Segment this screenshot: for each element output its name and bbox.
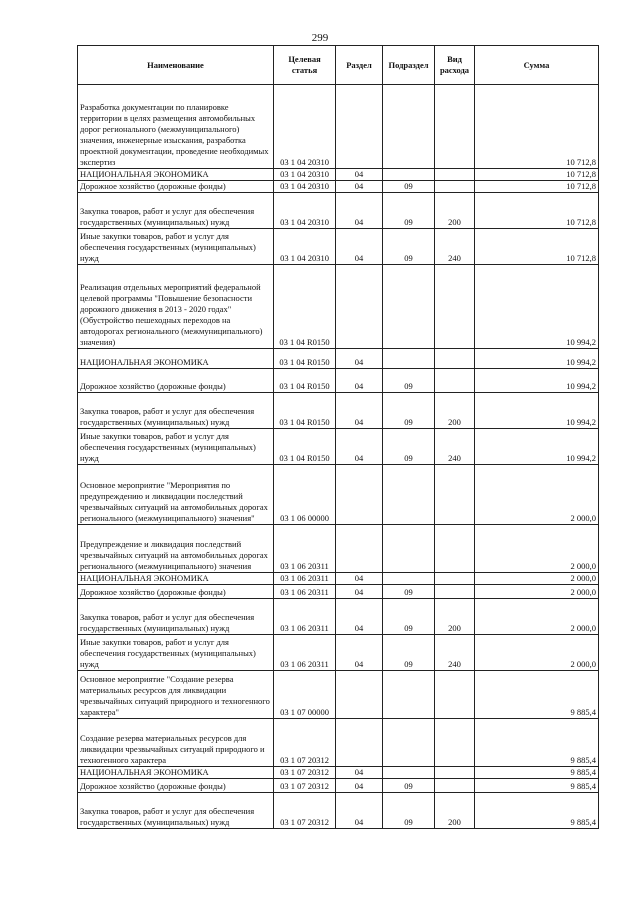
cell-expense-type [435, 85, 475, 169]
cell-section: 04 [336, 229, 383, 265]
cell-sum: 2 000,0 [475, 573, 599, 585]
cell-expense-type [435, 169, 475, 181]
cell-target-article: 03 1 04 R0150 [274, 429, 336, 465]
cell-sum: 2 000,0 [475, 635, 599, 671]
cell-subsection: 09 [383, 193, 435, 229]
table-row [78, 599, 599, 635]
cell-sum: 9 885,4 [475, 779, 599, 793]
cell-section [336, 525, 383, 573]
cell-name: Закупка товаров, работ и услуг для обеспечения государственных (муниципальных) нужд [78, 793, 274, 829]
cell-name: Разработка документации по планировке территории в целях размещения автомобильных дорог регионального (межмуниципального) значения, инженерные изыскания, разработка проектной документации, проведение необходимых экспертиз [78, 85, 274, 169]
cell-sum: 9 885,4 [475, 793, 599, 829]
cell-target-article: 03 1 07 20312 [274, 793, 336, 829]
cell-section: 04 [336, 599, 383, 635]
cell-section [336, 719, 383, 767]
cell-subsection: 09 [383, 793, 435, 829]
cell-subsection: 09 [383, 393, 435, 429]
cell-target-article: 03 1 04 20310 [274, 85, 336, 169]
table-row [78, 429, 599, 465]
cell-subsection [383, 169, 435, 181]
cell-target-article: 03 1 07 20312 [274, 719, 336, 767]
cell-subsection [383, 767, 435, 779]
cell-name: НАЦИОНАЛЬНАЯ ЭКОНОМИКА [78, 573, 274, 585]
cell-target-article: 03 1 04 R0150 [274, 265, 336, 349]
cell-expense-type: 200 [435, 793, 475, 829]
cell-section: 04 [336, 779, 383, 793]
page-number: 299 [311, 32, 329, 44]
cell-name: Дорожное хозяйство (дорожные фонды) [78, 585, 274, 599]
cell-target-article: 03 1 04 20310 [274, 181, 336, 193]
cell-target-article: 03 1 04 R0150 [274, 349, 336, 369]
cell-sum: 9 885,4 [475, 671, 599, 719]
cell-expense-type: 200 [435, 193, 475, 229]
table-row [78, 181, 599, 193]
cell-subsection: 09 [383, 229, 435, 265]
cell-expense-type: 200 [435, 393, 475, 429]
cell-target-article: 03 1 04 R0150 [274, 393, 336, 429]
cell-name: Дорожное хозяйство (дорожные фонды) [78, 369, 274, 393]
header-name: Наименование [78, 46, 274, 85]
cell-expense-type [435, 585, 475, 599]
header-expense-type: Вид расхода [435, 46, 475, 85]
cell-name: НАЦИОНАЛЬНАЯ ЭКОНОМИКА [78, 349, 274, 369]
table-row [78, 229, 599, 265]
cell-sum: 10 994,2 [475, 265, 599, 349]
cell-section: 04 [336, 573, 383, 585]
cell-name: Иные закупки товаров, работ и услуг для обеспечения государственных (муниципальных) нужд [78, 229, 274, 265]
cell-subsection: 09 [383, 585, 435, 599]
cell-name: НАЦИОНАЛЬНАЯ ЭКОНОМИКА [78, 169, 274, 181]
cell-section: 04 [336, 169, 383, 181]
cell-section: 04 [336, 181, 383, 193]
cell-target-article: 03 1 06 20311 [274, 573, 336, 585]
cell-expense-type [435, 767, 475, 779]
cell-target-article: 03 1 06 00000 [274, 465, 336, 525]
cell-expense-type [435, 573, 475, 585]
cell-name: Дорожное хозяйство (дорожные фонды) [78, 181, 274, 193]
cell-name: Создание резерва материальных ресурсов для ликвидации чрезвычайных ситуаций природного и техногенного характера [78, 719, 274, 767]
table-row [78, 793, 599, 829]
table-row [78, 779, 599, 793]
cell-subsection [383, 465, 435, 525]
table-row [78, 85, 599, 169]
table-row [78, 465, 599, 525]
header-target-article: Целевая статья [274, 46, 336, 85]
header-section: Раздел [336, 46, 383, 85]
cell-subsection [383, 671, 435, 719]
cell-subsection [383, 349, 435, 369]
cell-name: Основное мероприятие "Создание резерва материальных ресурсов для ликвидации чрезвычайных ситуаций природного и техногенного характера" [78, 671, 274, 719]
table-row [78, 525, 599, 573]
cell-target-article: 03 1 06 20311 [274, 599, 336, 635]
cell-subsection: 09 [383, 635, 435, 671]
cell-target-article: 03 1 07 20312 [274, 779, 336, 793]
cell-sum: 10 712,8 [475, 181, 599, 193]
header-sum: Сумма [475, 46, 599, 85]
cell-subsection [383, 719, 435, 767]
cell-target-article: 03 1 04 R0150 [274, 369, 336, 393]
cell-target-article: 03 1 07 00000 [274, 671, 336, 719]
cell-subsection: 09 [383, 369, 435, 393]
cell-name: Иные закупки товаров, работ и услуг для обеспечения государственных (муниципальных) нужд [78, 635, 274, 671]
cell-subsection [383, 265, 435, 349]
cell-expense-type: 200 [435, 599, 475, 635]
cell-name: НАЦИОНАЛЬНАЯ ЭКОНОМИКА [78, 767, 274, 779]
cell-sum: 10 712,8 [475, 169, 599, 181]
table-row [78, 585, 599, 599]
table-row [78, 369, 599, 393]
cell-sum: 10 994,2 [475, 369, 599, 393]
cell-section: 04 [336, 793, 383, 829]
cell-sum: 2 000,0 [475, 599, 599, 635]
cell-section [336, 265, 383, 349]
cell-target-article: 03 1 06 20311 [274, 585, 336, 599]
cell-section: 04 [336, 585, 383, 599]
cell-expense-type [435, 181, 475, 193]
table-row [78, 193, 599, 229]
cell-expense-type [435, 719, 475, 767]
cell-sum: 10 712,8 [475, 193, 599, 229]
table-body [78, 85, 599, 829]
table-row [78, 635, 599, 671]
cell-name: Реализация отдельных мероприятий федеральной целевой программы "Повышение безопасности дорожного движения в 2013 - 2020 годах" (Обустройство пешеходных переходов на автодорогах регионального (межмуниципального) значения) [78, 265, 274, 349]
cell-subsection: 09 [383, 599, 435, 635]
cell-expense-type: 240 [435, 429, 475, 465]
cell-target-article: 03 1 07 20312 [274, 767, 336, 779]
cell-name: Закупка товаров, работ и услуг для обеспечения государственных (муниципальных) нужд [78, 599, 274, 635]
table-row [78, 671, 599, 719]
cell-sum: 9 885,4 [475, 767, 599, 779]
cell-section: 04 [336, 429, 383, 465]
cell-target-article: 03 1 04 20310 [274, 193, 336, 229]
cell-subsection: 09 [383, 429, 435, 465]
table-row [78, 349, 599, 369]
cell-subsection [383, 85, 435, 169]
cell-section [336, 465, 383, 525]
table-row [78, 265, 599, 349]
cell-expense-type [435, 349, 475, 369]
cell-subsection: 09 [383, 779, 435, 793]
cell-section: 04 [336, 193, 383, 229]
cell-subsection: 09 [383, 181, 435, 193]
cell-sum: 2 000,0 [475, 585, 599, 599]
cell-target-article: 03 1 06 20311 [274, 635, 336, 671]
table-row [78, 169, 599, 181]
cell-subsection [383, 525, 435, 573]
header-subsection: Подраздел [383, 46, 435, 85]
table-row [78, 393, 599, 429]
cell-sum: 9 885,4 [475, 719, 599, 767]
cell-name: Основное мероприятие "Мероприятия по предупреждению и ликвидации последствий чрезвычайных ситуаций на автомобильных дорогах регионального (межмуниципального) значения" [78, 465, 274, 525]
cell-name: Закупка товаров, работ и услуг для обеспечения государственных (муниципальных) нужд [78, 393, 274, 429]
cell-sum: 2 000,0 [475, 525, 599, 573]
cell-name: Дорожное хозяйство (дорожные фонды) [78, 779, 274, 793]
cell-expense-type [435, 265, 475, 349]
cell-section: 04 [336, 767, 383, 779]
cell-section [336, 85, 383, 169]
table-row [78, 767, 599, 779]
cell-section [336, 671, 383, 719]
cell-sum: 10 712,8 [475, 85, 599, 169]
cell-sum: 10 994,2 [475, 393, 599, 429]
cell-target-article: 03 1 06 20311 [274, 525, 336, 573]
cell-expense-type [435, 369, 475, 393]
cell-section: 04 [336, 635, 383, 671]
cell-target-article: 03 1 04 20310 [274, 229, 336, 265]
cell-expense-type: 240 [435, 229, 475, 265]
cell-name: Закупка товаров, работ и услуг для обеспечения государственных (муниципальных) нужд [78, 193, 274, 229]
cell-section: 04 [336, 393, 383, 429]
cell-section: 04 [336, 349, 383, 369]
cell-expense-type [435, 465, 475, 525]
table-row [78, 719, 599, 767]
cell-name: Предупреждение и ликвидация последствий чрезвычайных ситуаций на автомобильных дорогах регионального (межмуниципального) значения [78, 525, 274, 573]
cell-expense-type [435, 779, 475, 793]
cell-target-article: 03 1 04 20310 [274, 169, 336, 181]
table-row [78, 573, 599, 585]
table-header-row [78, 46, 599, 85]
cell-sum: 10 994,2 [475, 349, 599, 369]
cell-subsection [383, 573, 435, 585]
cell-expense-type [435, 671, 475, 719]
cell-expense-type [435, 525, 475, 573]
cell-expense-type: 240 [435, 635, 475, 671]
cell-sum: 2 000,0 [475, 465, 599, 525]
cell-name: Иные закупки товаров, работ и услуг для обеспечения государственных (муниципальных) нужд [78, 429, 274, 465]
cell-sum: 10 712,8 [475, 229, 599, 265]
cell-section: 04 [336, 369, 383, 393]
cell-sum: 10 994,2 [475, 429, 599, 465]
budget-table [77, 45, 599, 829]
